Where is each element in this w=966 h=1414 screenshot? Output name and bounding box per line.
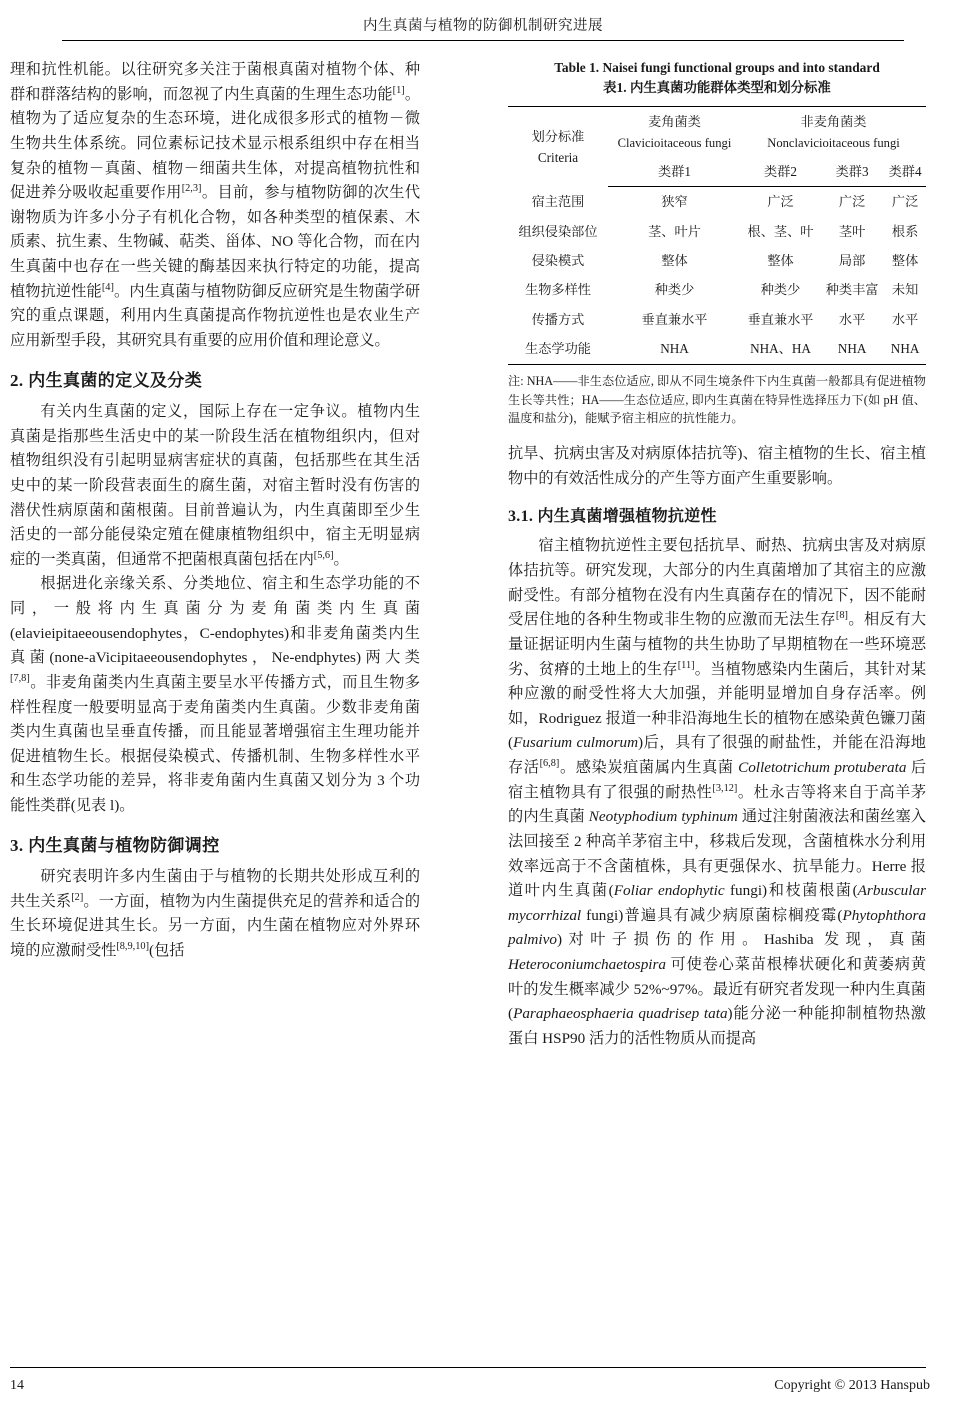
row-cell: 茎、叶片 <box>648 223 701 239</box>
row-label: 传播方式 <box>531 311 585 327</box>
table-row <box>508 217 926 246</box>
table-row <box>508 246 926 275</box>
group-b-en: Nonclavicioitaceous fungi <box>767 135 900 150</box>
row-cell: 种类少 <box>760 282 801 298</box>
copyright-notice: Copyright © 2013 Hanspub <box>774 1378 930 1393</box>
row-cell: 整体 <box>767 253 794 269</box>
section2-paragraph-1: 有关内生真菌的定义，国际上存在一定争议。植物内生真菌是指那些生活史中的某一阶段生活在植物组织内，但对植物组织没有引起明显病害症状的真菌，包括那些在其生活史中的某一阶段营表面生的腐生菌，对宿主暂时没有伤害的潜伏性病原菌和菌根菌。目前普遍认为，内生真菌即至少生活史的一部分能侵染定殖在健康植物组织中，宿主无明显病症的一类真菌，但通常不把菌根真菌包括在内[5,6]。 <box>10 403 420 568</box>
criteria-en: Criteria <box>537 150 579 166</box>
row-cell: 狭窄 <box>661 194 688 210</box>
row-label: 侵染模式 <box>531 253 585 269</box>
table-caption-en: Table 1. Naisei fungi functional groups and into standard <box>554 60 880 75</box>
row-cell: 广泛 <box>891 194 919 210</box>
row-label: 宿主范围 <box>531 194 585 210</box>
table-row <box>508 275 926 304</box>
section3-paragraph-1: 研究表明许多内生菌由于与植物的长期共处形成互利的共生关系[2]。一方面，植物为内生菌提供充足的营养和适合的生长环境促进其生长。另一方面，内生菌在植物应对外界环境的应激耐受性[8,9,10](包括 <box>10 868 421 960</box>
row-cell: 局部 <box>838 253 866 269</box>
row-cell: 垂直兼水平 <box>641 311 708 327</box>
table-subheader-2: 类群2 <box>741 157 820 187</box>
subsection-heading-3-1: 3.1. 内生真菌增强植物抗逆性 <box>508 507 717 525</box>
row-cell: 广泛 <box>767 194 794 210</box>
row-label: 组织侵染部位 <box>518 223 598 239</box>
row-cell: 根、茎、叶 <box>747 223 814 239</box>
row-cell: 种类少 <box>654 282 695 298</box>
row-cell: NHA <box>608 334 741 364</box>
table-header-criteria <box>508 107 608 187</box>
table-header-row-1 <box>508 107 926 157</box>
criteria-cn: 划分标准 <box>531 128 585 144</box>
row-label: 生物多样性 <box>525 282 591 298</box>
table-caption <box>508 58 926 98</box>
left-column <box>10 58 420 964</box>
row-cell: 水平 <box>891 311 919 327</box>
table-row <box>508 305 926 334</box>
header-divider <box>62 40 904 41</box>
table-note: 注: NHA——非生态位适应, 即从不同生境条件下内生真菌一般都具有促进植物生长等共性；HA——生态位适应, 即内生真菌在特异性选择压力下(如 pH 值、温度和盐分)，能赋予宿主相应的抗性能力。 <box>508 373 926 426</box>
group-a-en: Clavicioitaceous fungi <box>617 135 732 150</box>
table-row <box>508 334 926 364</box>
row-cell: 整体 <box>891 253 919 269</box>
right-column <box>508 58 926 1052</box>
row-cell: 整体 <box>661 253 688 269</box>
running-head: 内生真菌与植物的防御机制研究进展 <box>363 18 603 34</box>
subsection-body: 宿主植物抗逆性主要包括抗旱、耐热、抗病虫害及对病原体拮抗等。研究发现，大部分的内生真菌增加了其宿主的应激耐受性。有部分植物在没有内生真菌存在的情况下，因不能耐受居住地的各种生物或非生物的应激而无法生存[8]。相反有大量证据证明内生菌与植物的共生协助了早期植物在一些环境恶劣、贫瘠的土地上的生存[11]。当植物感染内生菌后，其针对某种应激的耐受性将大大加强，并能明显增加自身存活率。例如，Rodriguez 报道一种非沿海地生长的植物在感染黄色镰刀菌(Fusarium culmorum)后，具有了很强的耐盐性，并能在沿海地存活[6,8]。感染炭疽菌属内生真菌 Colletotrichum protuberata 后宿主植物具有了很强的耐热性[3,12]。杜永吉等将来自于高羊茅的内生真菌 Neotyphodium typhinum 通过注射菌液法和菌丝塞入法回接至 2 种高羊茅宿主中，移栽后发现，含菌植株水分利用效率远高于不含菌植株，具有更强保水、抗旱能力。Herre 报道叶内生真菌(Foliar endophytic fungi)和枝菌根菌(Arbuscular mycorrhizal fungi)普遍具有减少病原菌棕榈疫霉(Phytophthora palmivo)对叶子损伤的作用。Hashiba 发现，真菌 Heteroconiumchaetospira 可使卷心菜苗根棒状硬化和黄萎病黄叶的发生概率减少 52%~97%。最近有研究者发现一种内生真菌(Paraphaeosphaeria quadrisep tata)能分泌一种能抑制植物热激蛋白 HSP90 活力的活性物质从而提高 <box>508 537 927 1047</box>
paragraph-continued: 理和抗性机能。以往研究多关注于菌根真菌对植物个体、种群和群落结构的影响，而忽视了内生真菌的生理生态功能[1]。植物为了适应复杂的生态环境，进化成很多形式的植物－微生物共生体系统。同位素标记技术显示根系组织中存在相当复杂的植物－真菌、植物－细菌共生体，对提高植物抗性和促进养分吸收起重要作用[2,3]。目前，参与植物防御的次生代谢物质为许多小分子有机化合物，如各种类型的植保素、木质素、抗生素、生物碱、萜类、甾体、NO 等化合物，而在内生真菌中也存在一些关键的酶基因来执行特定的功能，提高植物抗逆性能[4]。内生真菌与植物防御反应研究是生物菌学研究的重点课题，利用内生真菌提高作物抗逆性也是农业生产应用新型手段，其研究具有重要的应用价值和理论意义。 <box>10 61 421 349</box>
section-heading-3: 3. 内生真菌与植物防御调控 <box>10 835 220 855</box>
row-cell: 茎叶 <box>838 223 866 239</box>
page-number: 14 <box>10 1378 24 1393</box>
table-subheader-3: 类群3 <box>820 157 884 187</box>
table-header-group-b <box>741 107 926 157</box>
functional-groups-table <box>508 106 926 364</box>
table-subheader-4: 类群4 <box>884 157 926 187</box>
section-heading-2: 2. 内生真菌的定义及分类 <box>10 370 203 390</box>
row-cell: 垂直兼水平 <box>747 311 814 327</box>
row-cell: 未知 <box>891 282 919 298</box>
group-b-cn: 非麦角菌类 <box>800 114 867 130</box>
right-paragraph-continued: 抗旱、抗病虫害及对病原体拮抗等)、宿主植物的生长、宿主植物中的有效活性成分的产生等方面产生重要影响。 <box>508 445 926 487</box>
table-subheader-1: 类群1 <box>608 157 741 187</box>
table-row <box>508 187 926 217</box>
row-cell: 种类丰富 <box>825 282 879 298</box>
table-caption-cn: 表1. 内生真菌功能群体类型和划分标准 <box>603 80 831 96</box>
group-a-cn: 麦角菌类 <box>648 114 701 130</box>
footer-divider <box>10 1367 926 1368</box>
row-cell: 水平 <box>838 311 866 327</box>
row-cell: NHA <box>884 334 926 364</box>
table-header-group-a <box>608 107 741 157</box>
row-cell: NHA <box>820 334 884 364</box>
section2-paragraph-2: 根据进化亲缘关系、分类地位、宿主和生态学功能的不同，一般将内生真菌分为麦角菌类内生真菌(elavieipitaeeousendophytes，C-endophytes)和非麦角菌类内生真菌(none-aVicipitaeeousendophytes，Ne-endphytes)两大类[7,8]。非麦角菌类内生真菌主要呈水平传播方式，而且生物多样性程度一般要明显高于麦角菌类内生真菌。少数非麦角菌类内生真菌也呈垂直传播，而且能显著增强宿主生理功能并促进植物生长。根据侵染模式、传播机制、生物多样性水平和生态学功能的差异，将非麦角菌内生真菌又划分为 3 个功能性类群(见表 l)。 <box>10 575 420 815</box>
row-label: 生态学功能 <box>508 334 608 364</box>
row-cell: 广泛 <box>838 194 866 210</box>
row-cell: 根系 <box>891 223 919 239</box>
row-cell: NHA、HA <box>741 334 820 364</box>
